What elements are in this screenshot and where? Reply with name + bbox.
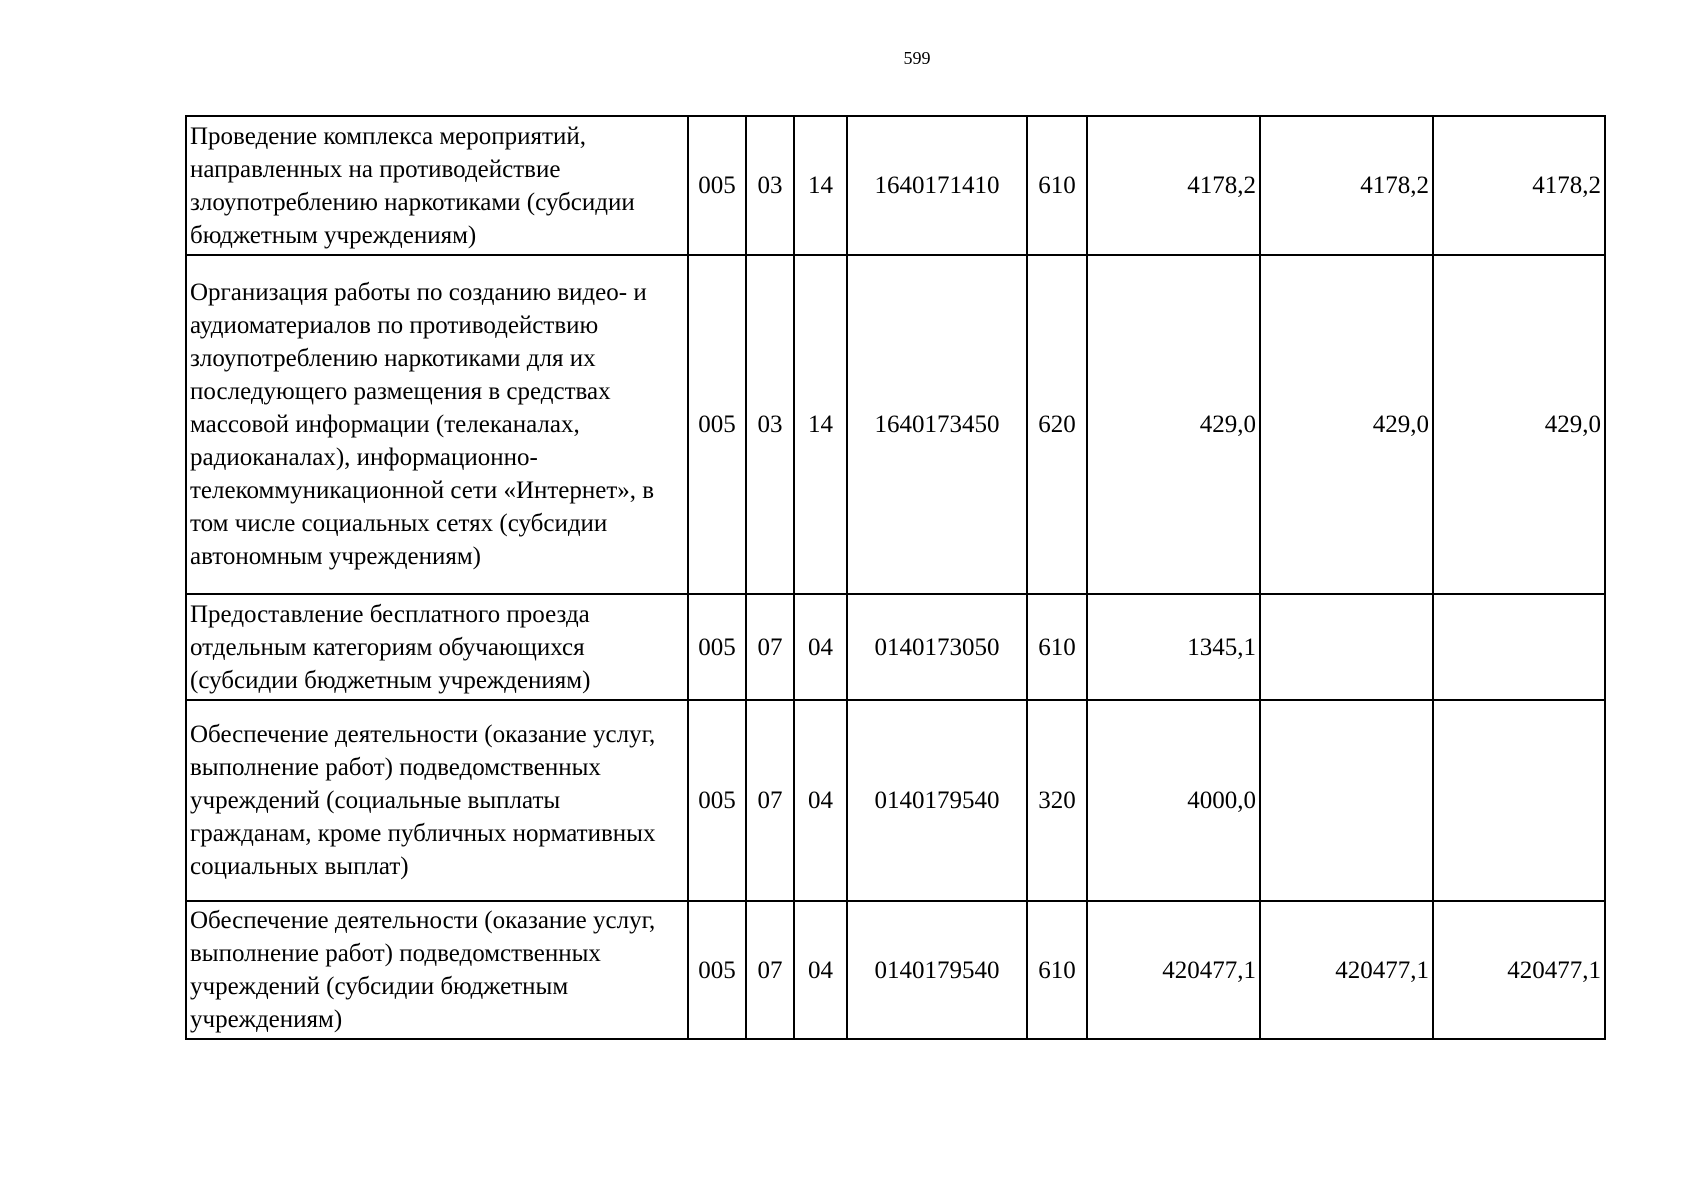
section-code-cell: 07 [746, 700, 794, 901]
ministry-code-cell: 005 [688, 700, 746, 901]
ministry-code-cell: 005 [688, 901, 746, 1039]
amount-cell [1260, 700, 1433, 901]
section-code-cell: 03 [746, 255, 794, 594]
table-row [186, 901, 1605, 1039]
target-article-cell: 1640171410 [847, 116, 1027, 255]
ministry-code-cell: 005 [688, 116, 746, 255]
amount-cell: 429,0 [1087, 255, 1260, 594]
subsection-code-cell: 04 [794, 901, 847, 1039]
target-article-cell: 0140179540 [847, 700, 1027, 901]
amount-cell: 429,0 [1433, 255, 1605, 594]
amount-cell: 4178,2 [1087, 116, 1260, 255]
description-cell: Организация работы по созданию видео- и аудиоматериалов по противодействию злоупотреблению наркотиками для их последующего размещения в средствах массовой информации (телеканалах, радиоканалах), информационно-телекоммуникационной сети «Интернет», в том числе социальных сетях (субсидии автономным учреждениям) [186, 255, 688, 594]
table-row [186, 700, 1605, 901]
subsection-code-cell: 04 [794, 700, 847, 901]
amount-cell: 4178,2 [1433, 116, 1605, 255]
amount-cell: 4178,2 [1260, 116, 1433, 255]
amount-cell [1260, 594, 1433, 700]
description-cell: Предоставление бесплатного проезда отдельным категориям обучающихся (субсидии бюджетным учреждениям) [186, 594, 688, 700]
amount-cell: 420477,1 [1433, 901, 1605, 1039]
section-code-cell: 07 [746, 594, 794, 700]
description-cell: Проведение комплекса мероприятий, направленных на противодействие злоупотреблению наркотиками (субсидии бюджетным учреждениям) [186, 116, 688, 255]
amount-cell: 420477,1 [1087, 901, 1260, 1039]
expense-type-cell: 610 [1027, 901, 1087, 1039]
subsection-code-cell: 04 [794, 594, 847, 700]
section-code-cell: 07 [746, 901, 794, 1039]
subsection-code-cell: 14 [794, 255, 847, 594]
table-row [186, 594, 1605, 700]
amount-cell: 4000,0 [1087, 700, 1260, 901]
amount-cell [1433, 594, 1605, 700]
amount-cell: 420477,1 [1260, 901, 1433, 1039]
expense-type-cell: 610 [1027, 116, 1087, 255]
budget-table [185, 115, 1606, 1040]
ministry-code-cell: 005 [688, 255, 746, 594]
expense-type-cell: 320 [1027, 700, 1087, 901]
target-article-cell: 1640173450 [847, 255, 1027, 594]
table-row [186, 116, 1605, 255]
section-code-cell: 03 [746, 116, 794, 255]
ministry-code-cell: 005 [688, 594, 746, 700]
expense-type-cell: 620 [1027, 255, 1087, 594]
description-cell: Обеспечение деятельности (оказание услуг, выполнение работ) подведомственных учреждений (субсидии бюджетным учреждениям) [186, 901, 688, 1039]
table-row [186, 255, 1605, 594]
expense-type-cell: 610 [1027, 594, 1087, 700]
target-article-cell: 0140173050 [847, 594, 1027, 700]
subsection-code-cell: 14 [794, 116, 847, 255]
description-cell: Обеспечение деятельности (оказание услуг, выполнение работ) подведомственных учреждений (социальные выплаты гражданам, кроме публичных нормативных социальных выплат) [186, 700, 688, 901]
amount-cell: 1345,1 [1087, 594, 1260, 700]
page-number: 599 [903, 48, 931, 68]
target-article-cell: 0140179540 [847, 901, 1027, 1039]
amount-cell: 429,0 [1260, 255, 1433, 594]
amount-cell [1433, 700, 1605, 901]
